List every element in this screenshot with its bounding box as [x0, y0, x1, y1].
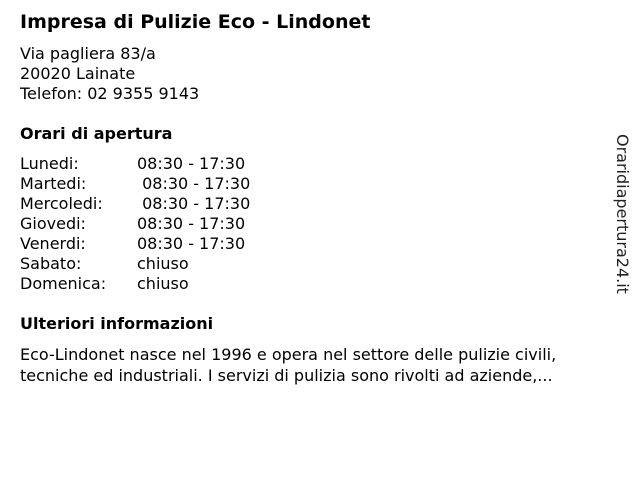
day-label: Sabato: — [20, 254, 82, 273]
info-line-2: tecniche ed industriali. I servizi di pulizia sono rivolti ad aziende,... — [20, 366, 553, 385]
info-line-1: Eco-Lindonet nasce nel 1996 e opera nel settore delle pulizie civili, — [20, 345, 557, 364]
day-time: chiuso — [137, 254, 189, 273]
day-label: Martedi: — [20, 174, 87, 193]
address-city: 20020 Lainate — [20, 64, 136, 83]
day-label: Giovedi: — [20, 214, 86, 233]
further-info-text — [20, 344, 620, 386]
day-label: Mercoledi: — [20, 194, 103, 213]
business-name: Impresa di Pulizie Eco - Lindonet — [20, 11, 371, 33]
site-watermark: Oraridiapertura24.it — [613, 134, 632, 294]
day-time: chiuso — [137, 274, 189, 293]
hours-row-friday — [20, 234, 250, 254]
day-time: 08:30 - 17:30 — [137, 174, 251, 193]
further-info-heading: Ulteriori informazioni — [20, 314, 214, 333]
hours-row-saturday — [20, 254, 250, 274]
hours-row-sunday — [20, 274, 250, 294]
opening-hours-table — [20, 154, 250, 294]
day-time: 08:30 - 17:30 — [137, 214, 246, 233]
day-label: Lunedi: — [20, 154, 79, 173]
address-block — [20, 44, 199, 104]
hours-row-monday — [20, 154, 250, 174]
day-time: 08:30 - 17:30 — [137, 194, 251, 213]
day-time: 08:30 - 17:30 — [137, 234, 246, 253]
hours-row-wednesday — [20, 194, 250, 214]
opening-hours-heading: Orari di apertura — [20, 124, 173, 143]
day-label: Domenica: — [20, 274, 107, 293]
address-street: Via pagliera 83/a — [20, 44, 156, 63]
hours-row-tuesday — [20, 174, 250, 194]
hours-row-thursday — [20, 214, 250, 234]
day-label: Venerdi: — [20, 234, 86, 253]
phone-number: Telefon: 02 9355 9143 — [20, 84, 200, 103]
day-time: 08:30 - 17:30 — [137, 154, 246, 173]
